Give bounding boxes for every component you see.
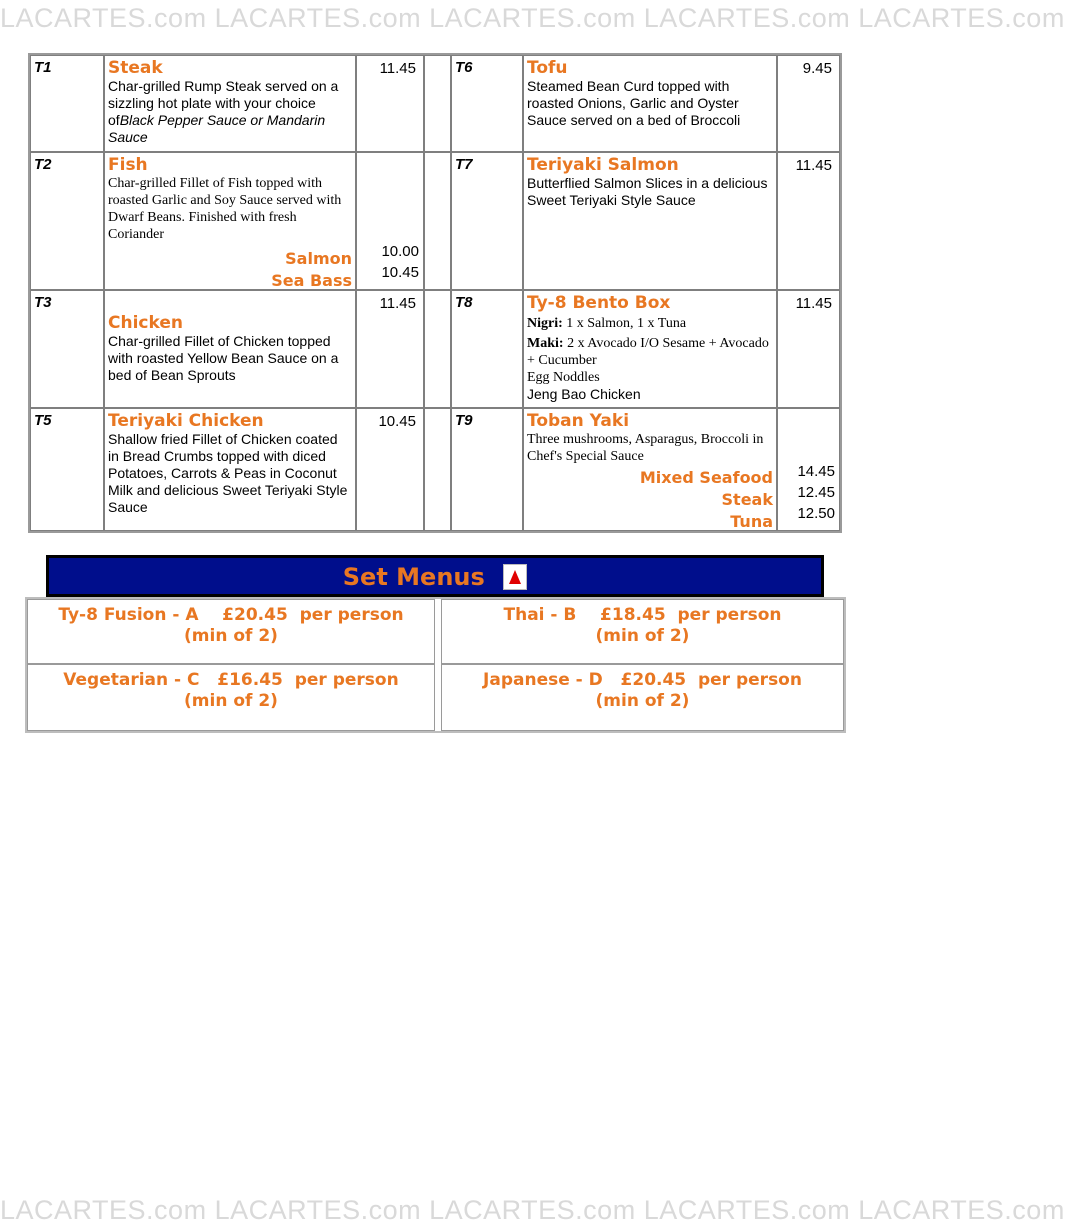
price-stack: [797, 461, 835, 524]
item-cell-tofu: [523, 55, 777, 152]
code-cell: [451, 290, 523, 408]
price-cell: [777, 290, 840, 408]
set-menu-price: £16.45: [217, 670, 283, 690]
up-arrow-icon[interactable]: [503, 564, 527, 590]
price-cell: [356, 55, 424, 152]
item-code: T2: [34, 156, 52, 173]
item-cell-chicken: [104, 290, 356, 408]
set-menu-name: Ty-8 Fusion - A: [58, 605, 199, 625]
code-cell: [451, 408, 523, 531]
item-name: Teriyaki Salmon: [527, 155, 679, 175]
variant-mixed-seafood: Mixed Seafood: [639, 468, 773, 487]
code-cell: [451, 55, 523, 152]
item-name: Teriyaki Chicken: [108, 411, 264, 431]
item-code: T1: [34, 59, 52, 76]
maki-line: [527, 335, 773, 369]
price-cell: [777, 408, 840, 531]
set-menu-unit: per person: [299, 605, 404, 625]
item-price: 11.45: [795, 295, 832, 312]
item-code: T5: [34, 412, 52, 429]
spacer-cell: [424, 408, 451, 531]
item-cell-toban-yaki: [523, 408, 777, 531]
set-menu-option-c: [27, 664, 435, 731]
spacer-cell: [424, 290, 451, 408]
item-name: Toban Yaki: [527, 411, 630, 431]
variant-price: 10.00: [381, 243, 419, 260]
set-menu-price: £18.45: [600, 605, 666, 625]
set-menu-name: Japanese - D: [483, 670, 603, 690]
item-cell-fish: [104, 152, 356, 290]
item-code: T7: [455, 156, 473, 173]
item-description: Char-grilled Fillet of Chicken topped with roasted Yellow Bean Sauce on a bed of Bean Sprouts: [108, 333, 339, 383]
watermark-bottom: LACARTES.com LACARTES.com LACARTES.com LACARTES.com LACARTES.com: [0, 1195, 1065, 1225]
item-name: Fish: [108, 155, 148, 175]
set-menu-price: £20.45: [620, 670, 687, 690]
spacer-cell: [424, 152, 451, 290]
price-cell: [356, 408, 424, 531]
item-description: Shallow fried Fillet of Chicken coated in Bread Crumbs topped with diced Potatoes, Carrots & Peas in Coconut Milk and delicious Sweet Teriyaki Style Sauce: [108, 431, 348, 515]
description-italic: Black Pepper Sauce or Mandarin Sauce: [108, 112, 326, 145]
code-cell: [30, 55, 104, 152]
item-name: Tofu: [527, 58, 568, 78]
item-price: 9.45: [802, 60, 832, 77]
set-menu-line: [442, 670, 843, 691]
item-code: T3: [34, 294, 52, 311]
set-menu-line: [28, 605, 434, 626]
set-menus-table: [25, 597, 846, 733]
item-price: 11.45: [379, 295, 416, 312]
item-cell-teriyaki-chicken: [104, 408, 356, 531]
set-menu-name: Vegetarian - C: [63, 670, 200, 690]
set-menus-title: Set Menus: [342, 563, 485, 591]
maki-text: 2 x Avocado I/O Sesame + Avocado + Cucumber: [527, 336, 769, 368]
nigri-label: Nigri:: [527, 316, 563, 331]
set-menu-unit: per person: [677, 605, 782, 625]
variant-salmon: Salmon: [285, 249, 352, 268]
code-cell: [451, 152, 523, 290]
set-menus-header: [46, 555, 824, 597]
item-description: Three mushrooms, Asparagus, Broccoli in Chef's Special Sauce: [527, 432, 764, 464]
set-menu-unit: per person: [697, 670, 802, 690]
set-menu-unit: per person: [294, 670, 399, 690]
variant-tuna: Tuna: [730, 512, 773, 531]
description-text: Char-grilled Rump Steak served on a sizzling hot plate with your choice of: [108, 78, 339, 128]
variant-price: 10.45: [381, 264, 419, 281]
item-cell-teriyaki-salmon: [523, 152, 777, 290]
price-stack: [381, 241, 419, 283]
item-description: Char-grilled Fillet of Fish topped with roasted Garlic and Soy Sauce served with Dwarf Beans. Finished with fresh Coriander: [108, 176, 342, 242]
set-menu-line: [442, 605, 843, 626]
price-cell: [356, 290, 424, 408]
variant-price: 14.45: [797, 463, 835, 480]
variant-steak: Steak: [721, 490, 773, 509]
set-menu-option-d: [441, 664, 844, 731]
item-cell-steak: [104, 55, 356, 152]
item-price: 10.45: [378, 413, 416, 430]
set-menu-min: (min of 2): [184, 626, 278, 646]
price-cell: [777, 152, 840, 290]
item-name: Ty-8 Bento Box: [527, 293, 671, 313]
variant-price: 12.50: [797, 505, 835, 522]
set-menu-option-b: [441, 599, 844, 664]
item-description: Butterflied Salmon Slices in a delicious Sweet Teriyaki Style Sauce: [527, 175, 768, 208]
item-price: 11.45: [379, 60, 416, 77]
code-cell: [30, 408, 104, 531]
item-code: T8: [455, 294, 473, 311]
spacer-cell: [424, 55, 451, 152]
maki-label: Maki:: [527, 336, 564, 351]
main-menu-table: [28, 53, 842, 533]
set-menu-name: Thai - B: [503, 605, 577, 625]
set-menu-line: [28, 670, 434, 691]
item-name: Steak: [108, 58, 163, 78]
extra-line: Egg Noddles: [527, 370, 600, 385]
nigri-line: [527, 315, 773, 332]
code-cell: [30, 152, 104, 290]
extra-line: Jeng Bao Chicken: [527, 386, 641, 402]
price-cell: [777, 55, 840, 152]
item-cell-bento-box: [523, 290, 777, 408]
set-menu-option-a: [27, 599, 435, 664]
price-cell: [356, 152, 424, 290]
item-description: [108, 78, 352, 146]
nigri-text: 1 x Salmon, 1 x Tuna: [566, 316, 687, 331]
set-menu-min: (min of 2): [595, 626, 690, 646]
variant-price: 12.45: [797, 484, 835, 501]
item-description: Steamed Bean Curd topped with roasted Onions, Garlic and Oyster Sauce served on a bed of Broccoli: [527, 78, 741, 128]
set-menu-price: £20.45: [222, 605, 288, 625]
item-code: T6: [455, 59, 473, 76]
item-name: Chicken: [108, 313, 183, 333]
set-menu-min: (min of 2): [184, 691, 278, 711]
item-price: 11.45: [795, 157, 832, 174]
code-cell: [30, 290, 104, 408]
variant-sea-bass: Sea Bass: [271, 271, 352, 290]
item-code: T9: [455, 412, 473, 429]
watermark-top: LACARTES.com LACARTES.com LACARTES.com LACARTES.com LACARTES.com: [0, 3, 1065, 33]
set-menu-min: (min of 2): [595, 691, 690, 711]
